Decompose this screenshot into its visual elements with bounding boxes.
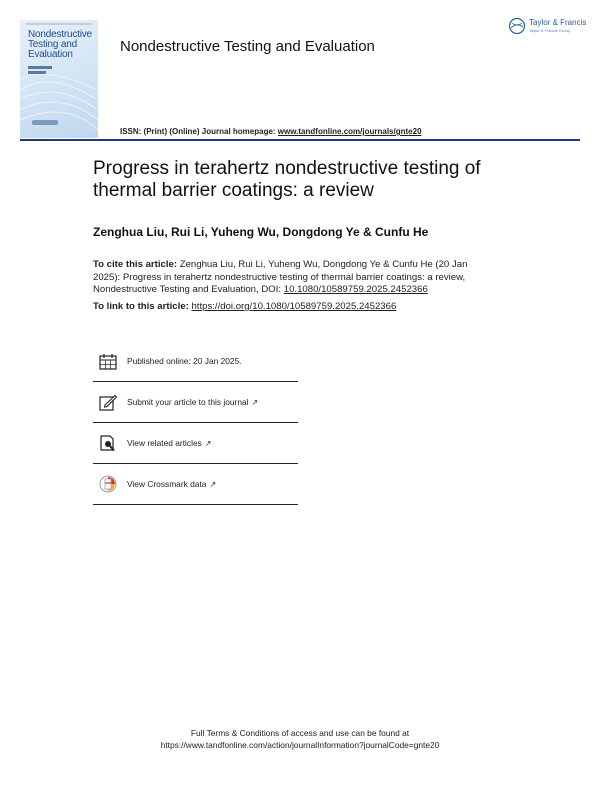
cover-title-line: Nondestructive [28, 29, 92, 40]
publisher-tagline: Taylor & Francis Group [529, 28, 570, 33]
cover-title [28, 30, 96, 60]
external-link-icon: ↗ [251, 398, 259, 407]
publisher-logo[interactable] [508, 16, 586, 38]
issn-label: ISSN: (Print) (Online) Journal homepage: [120, 127, 276, 136]
citation-block [93, 259, 493, 297]
article-link-label: To link to this article: [93, 301, 189, 312]
article-link-line [93, 301, 396, 312]
submit-article-label: Submit your article to this journal [127, 397, 249, 407]
published-row [93, 341, 298, 382]
related-articles-link[interactable] [127, 438, 212, 448]
globe-icon [508, 17, 526, 35]
article-authors: Zenghua Liu, Rui Li, Yuheng Wu, Dongdong Ye & Cunfu He [93, 225, 429, 239]
article-info-list [93, 341, 298, 505]
cover-title-line: Evaluation [28, 49, 73, 60]
submit-article-row[interactable] [93, 382, 298, 423]
footer-journal-info-link[interactable]: https://www.tandfonline.com/action/journalInformation?journalCode=gnte20 [160, 740, 440, 750]
edit-icon [93, 391, 127, 413]
submit-article-link[interactable] [127, 397, 258, 407]
footer-line: Full Terms & Conditions of access and use can be found at [190, 728, 410, 738]
citation-text: Zenghua Liu, Rui Li, Yuheng Wu, Dongdong Ye & Cunfu He (20 Jan 2025): Progress in terahertz nondestructive testing of thermal barrier coatings: a review, Nondestructive Testing and Evaluation, DOI: [93, 259, 468, 295]
external-link-icon: ↗ [204, 439, 212, 448]
article-doi-url[interactable]: https://doi.org/10.1080/10589759.2025.2452366 [191, 301, 397, 312]
citation-label: To cite this article: [93, 259, 178, 270]
journal-homepage-link[interactable]: www.tandfonline.com/journals/gnte20 [277, 127, 422, 136]
crossmark-icon [93, 473, 127, 495]
article-title: Progress in terahertz nondestructive testing of thermal barrier coatings: a review [93, 158, 481, 201]
calendar-icon [93, 350, 127, 372]
cover-subtitle-block [28, 66, 68, 74]
issn-line [120, 127, 422, 136]
document-search-icon [93, 432, 127, 454]
publisher-name: Taylor & Francis [529, 18, 587, 27]
related-articles-label: View related articles [127, 438, 202, 448]
cover-title-line: Testing and [28, 39, 77, 50]
external-link-icon: ↗ [209, 480, 217, 489]
citation-doi-link[interactable]: 10.1080/10589759.2025.2452366 [283, 284, 428, 295]
crossmark-row[interactable] [93, 464, 298, 505]
journal-title: Nondestructive Testing and Evaluation [120, 38, 375, 55]
footer-terms [0, 727, 600, 751]
related-articles-row[interactable] [93, 423, 298, 464]
published-date: Published online: 20 Jan 2025. [127, 356, 242, 366]
header-divider [20, 139, 580, 141]
crossmark-link[interactable] [127, 479, 216, 489]
cover-top-bar [26, 23, 92, 25]
cover-publisher-logo [32, 120, 58, 125]
crossmark-label: View Crossmark data [127, 479, 207, 489]
journal-cover [20, 20, 98, 138]
